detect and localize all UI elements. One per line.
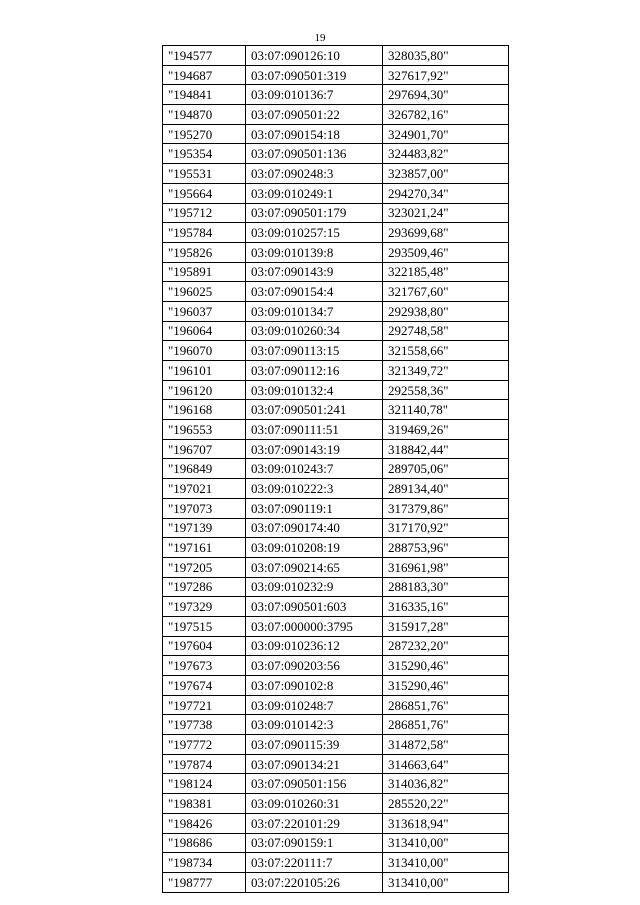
- record-number-cell: "194687: [163, 65, 246, 85]
- page-number: 19: [314, 32, 326, 44]
- table-row: [163, 636, 509, 656]
- value-cell: 321767,60": [383, 282, 509, 302]
- table-row: [163, 242, 509, 262]
- table-body: [163, 46, 509, 893]
- cadastral-number-cell: 03:09:010248:7: [246, 695, 383, 715]
- record-number-cell: "197205: [163, 557, 246, 577]
- table-row: [163, 459, 509, 479]
- cadastral-number-cell: 03:09:010132:4: [246, 380, 383, 400]
- table-row: [163, 65, 509, 85]
- cadastral-number-cell: 03:07:090248:3: [246, 164, 383, 184]
- value-cell: 285520,22": [383, 794, 509, 814]
- cadastral-number-cell: 03:07:090115:39: [246, 735, 383, 755]
- cadastral-number-cell: 03:09:010208:19: [246, 538, 383, 558]
- value-cell: 317170,92": [383, 518, 509, 538]
- value-cell: 327617,92": [383, 65, 509, 85]
- table-row: [163, 715, 509, 735]
- cadastral-number-cell: 03:09:010139:8: [246, 242, 383, 262]
- table-row: [163, 124, 509, 144]
- value-cell: 287232,20": [383, 636, 509, 656]
- value-cell: 288183,30": [383, 577, 509, 597]
- cadastral-number-cell: 03:07:220111:7: [246, 853, 383, 873]
- table-row: [163, 341, 509, 361]
- record-number-cell: "197161: [163, 538, 246, 558]
- record-number-cell: "195354: [163, 144, 246, 164]
- record-number-cell: "196707: [163, 439, 246, 459]
- table-row: [163, 420, 509, 440]
- value-cell: 313618,94": [383, 813, 509, 833]
- record-number-cell: "198124: [163, 774, 246, 794]
- cadastral-number-cell: 03:09:010136:7: [246, 85, 383, 105]
- table-row: [163, 538, 509, 558]
- cadastral-number-cell: 03:07:090501:319: [246, 65, 383, 85]
- table-row: [163, 361, 509, 381]
- cadastral-number-cell: 03:07:090102:8: [246, 676, 383, 696]
- table-row: [163, 597, 509, 617]
- value-cell: 313410,00": [383, 872, 509, 892]
- record-number-cell: "196025: [163, 282, 246, 302]
- record-number-cell: "198734: [163, 853, 246, 873]
- record-number-cell: "196101: [163, 361, 246, 381]
- value-cell: 289705,06": [383, 459, 509, 479]
- record-number-cell: "196120: [163, 380, 246, 400]
- table-row: [163, 794, 509, 814]
- table-row: [163, 695, 509, 715]
- cadastral-number-cell: 03:09:010243:7: [246, 459, 383, 479]
- record-number-cell: "197772: [163, 735, 246, 755]
- value-cell: 314872,58": [383, 735, 509, 755]
- value-cell: 289134,40": [383, 479, 509, 499]
- table-row: [163, 577, 509, 597]
- value-cell: 294270,34": [383, 183, 509, 203]
- value-cell: 321349,72": [383, 361, 509, 381]
- record-number-cell: "196064: [163, 321, 246, 341]
- value-cell: 315290,46": [383, 676, 509, 696]
- record-number-cell: "197673: [163, 656, 246, 676]
- record-number-cell: "196168: [163, 400, 246, 420]
- cadastral-number-cell: 03:07:090501:603: [246, 597, 383, 617]
- table-row: [163, 203, 509, 223]
- value-cell: 286851,76": [383, 695, 509, 715]
- value-cell: 323857,00": [383, 164, 509, 184]
- cadastral-number-cell: 03:07:090119:1: [246, 498, 383, 518]
- value-cell: 316335,16": [383, 597, 509, 617]
- table-row: [163, 262, 509, 282]
- table-row: [163, 46, 509, 66]
- record-number-cell: "195664: [163, 183, 246, 203]
- table-row: [163, 656, 509, 676]
- table-row: [163, 144, 509, 164]
- value-cell: 313410,00": [383, 833, 509, 853]
- value-cell: 328035,80": [383, 46, 509, 66]
- record-number-cell: "195891: [163, 262, 246, 282]
- value-cell: 326782,16": [383, 105, 509, 125]
- record-number-cell: "197073: [163, 498, 246, 518]
- record-number-cell: "195784: [163, 223, 246, 243]
- table-row: [163, 774, 509, 794]
- cadastral-number-cell: 03:07:090214:65: [246, 557, 383, 577]
- table-row: [163, 301, 509, 321]
- table-row: [163, 105, 509, 125]
- value-cell: 292938,80": [383, 301, 509, 321]
- value-cell: 324901,70": [383, 124, 509, 144]
- value-cell: 292748,58": [383, 321, 509, 341]
- record-number-cell: "197738: [163, 715, 246, 735]
- record-number-cell: "196037: [163, 301, 246, 321]
- record-number-cell: "194841: [163, 85, 246, 105]
- cadastral-number-cell: 03:07:090112:16: [246, 361, 383, 381]
- value-cell: 314036,82": [383, 774, 509, 794]
- table-row: [163, 616, 509, 636]
- cadastral-number-cell: 03:07:000000:3795: [246, 616, 383, 636]
- cadastral-number-cell: 03:09:010142:3: [246, 715, 383, 735]
- table-row: [163, 380, 509, 400]
- table-row: [163, 321, 509, 341]
- table-row: [163, 518, 509, 538]
- table-row: [163, 754, 509, 774]
- record-number-cell: "197286: [163, 577, 246, 597]
- record-number-cell: "197021: [163, 479, 246, 499]
- cadastral-number-cell: 03:07:090126:10: [246, 46, 383, 66]
- table-row: [163, 676, 509, 696]
- value-cell: 286851,76": [383, 715, 509, 735]
- cadastral-number-cell: 03:07:090154:18: [246, 124, 383, 144]
- cadastral-number-cell: 03:07:090174:40: [246, 518, 383, 538]
- value-cell: 322185,48": [383, 262, 509, 282]
- value-cell: 293699,68": [383, 223, 509, 243]
- table-row: [163, 853, 509, 873]
- record-number-cell: "198381: [163, 794, 246, 814]
- value-cell: 288753,96": [383, 538, 509, 558]
- cadastral-number-cell: 03:07:090203:56: [246, 656, 383, 676]
- record-number-cell: "198777: [163, 872, 246, 892]
- record-number-cell: "197515: [163, 616, 246, 636]
- cadastral-number-cell: 03:09:010260:34: [246, 321, 383, 341]
- value-cell: 313410,00": [383, 853, 509, 873]
- record-number-cell: "196849: [163, 459, 246, 479]
- record-number-cell: "195531: [163, 164, 246, 184]
- value-cell: 321558,66": [383, 341, 509, 361]
- value-cell: 316961,98": [383, 557, 509, 577]
- table-row: [163, 498, 509, 518]
- record-number-cell: "195270: [163, 124, 246, 144]
- record-number-cell: "195826: [163, 242, 246, 262]
- table-row: [163, 400, 509, 420]
- cadastral-number-cell: 03:07:090501:179: [246, 203, 383, 223]
- record-number-cell: "197139: [163, 518, 246, 538]
- cadastral-number-cell: 03:07:090501:156: [246, 774, 383, 794]
- table-row: [163, 735, 509, 755]
- value-cell: 319469,26": [383, 420, 509, 440]
- table-row: [163, 557, 509, 577]
- record-number-cell: "197329: [163, 597, 246, 617]
- record-number-cell: "196553: [163, 420, 246, 440]
- value-cell: 324483,82": [383, 144, 509, 164]
- cadastral-number-cell: 03:09:010260:31: [246, 794, 383, 814]
- record-number-cell: "195712: [163, 203, 246, 223]
- cadastral-number-cell: 03:07:090134:21: [246, 754, 383, 774]
- cadastral-number-cell: 03:09:010249:1: [246, 183, 383, 203]
- value-cell: 293509,46": [383, 242, 509, 262]
- cadastral-number-cell: 03:07:220105:26: [246, 872, 383, 892]
- record-number-cell: "194870: [163, 105, 246, 125]
- record-number-cell: "198686: [163, 833, 246, 853]
- table-row: [163, 183, 509, 203]
- cadastral-number-cell: 03:07:090143:9: [246, 262, 383, 282]
- record-number-cell: "197874: [163, 754, 246, 774]
- value-cell: 315290,46": [383, 656, 509, 676]
- cadastral-number-cell: 03:09:010134:7: [246, 301, 383, 321]
- record-number-cell: "196070: [163, 341, 246, 361]
- value-cell: 318842,44": [383, 439, 509, 459]
- record-number-cell: "194577: [163, 46, 246, 66]
- value-cell: 297694,30": [383, 85, 509, 105]
- value-cell: 314663,64": [383, 754, 509, 774]
- cadastral-number-cell: 03:09:010232:9: [246, 577, 383, 597]
- record-number-cell: "197604: [163, 636, 246, 656]
- value-cell: 317379,86": [383, 498, 509, 518]
- cadastral-number-cell: 03:07:090113:15: [246, 341, 383, 361]
- data-table: [162, 45, 509, 893]
- table-row: [163, 439, 509, 459]
- value-cell: 321140,78": [383, 400, 509, 420]
- cadastral-number-cell: 03:07:090154:4: [246, 282, 383, 302]
- table-row: [163, 85, 509, 105]
- record-number-cell: "197721: [163, 695, 246, 715]
- table-row: [163, 872, 509, 892]
- cadastral-number-cell: 03:07:220101:29: [246, 813, 383, 833]
- table-row: [163, 282, 509, 302]
- record-number-cell: "197674: [163, 676, 246, 696]
- table-row: [163, 164, 509, 184]
- table-row: [163, 479, 509, 499]
- value-cell: 323021,24": [383, 203, 509, 223]
- value-cell: 315917,28": [383, 616, 509, 636]
- cadastral-number-cell: 03:07:090111:51: [246, 420, 383, 440]
- value-cell: 292558,36": [383, 380, 509, 400]
- table-row: [163, 223, 509, 243]
- cadastral-number-cell: 03:09:010222:3: [246, 479, 383, 499]
- record-number-cell: "198426: [163, 813, 246, 833]
- cadastral-number-cell: 03:09:010257:15: [246, 223, 383, 243]
- cadastral-number-cell: 03:07:090159:1: [246, 833, 383, 853]
- cadastral-number-cell: 03:07:090501:136: [246, 144, 383, 164]
- cadastral-number-cell: 03:07:090501:241: [246, 400, 383, 420]
- table-row: [163, 833, 509, 853]
- cadastral-number-cell: 03:07:090143:19: [246, 439, 383, 459]
- cadastral-number-cell: 03:07:090501:22: [246, 105, 383, 125]
- table-row: [163, 813, 509, 833]
- cadastral-number-cell: 03:09:010236:12: [246, 636, 383, 656]
